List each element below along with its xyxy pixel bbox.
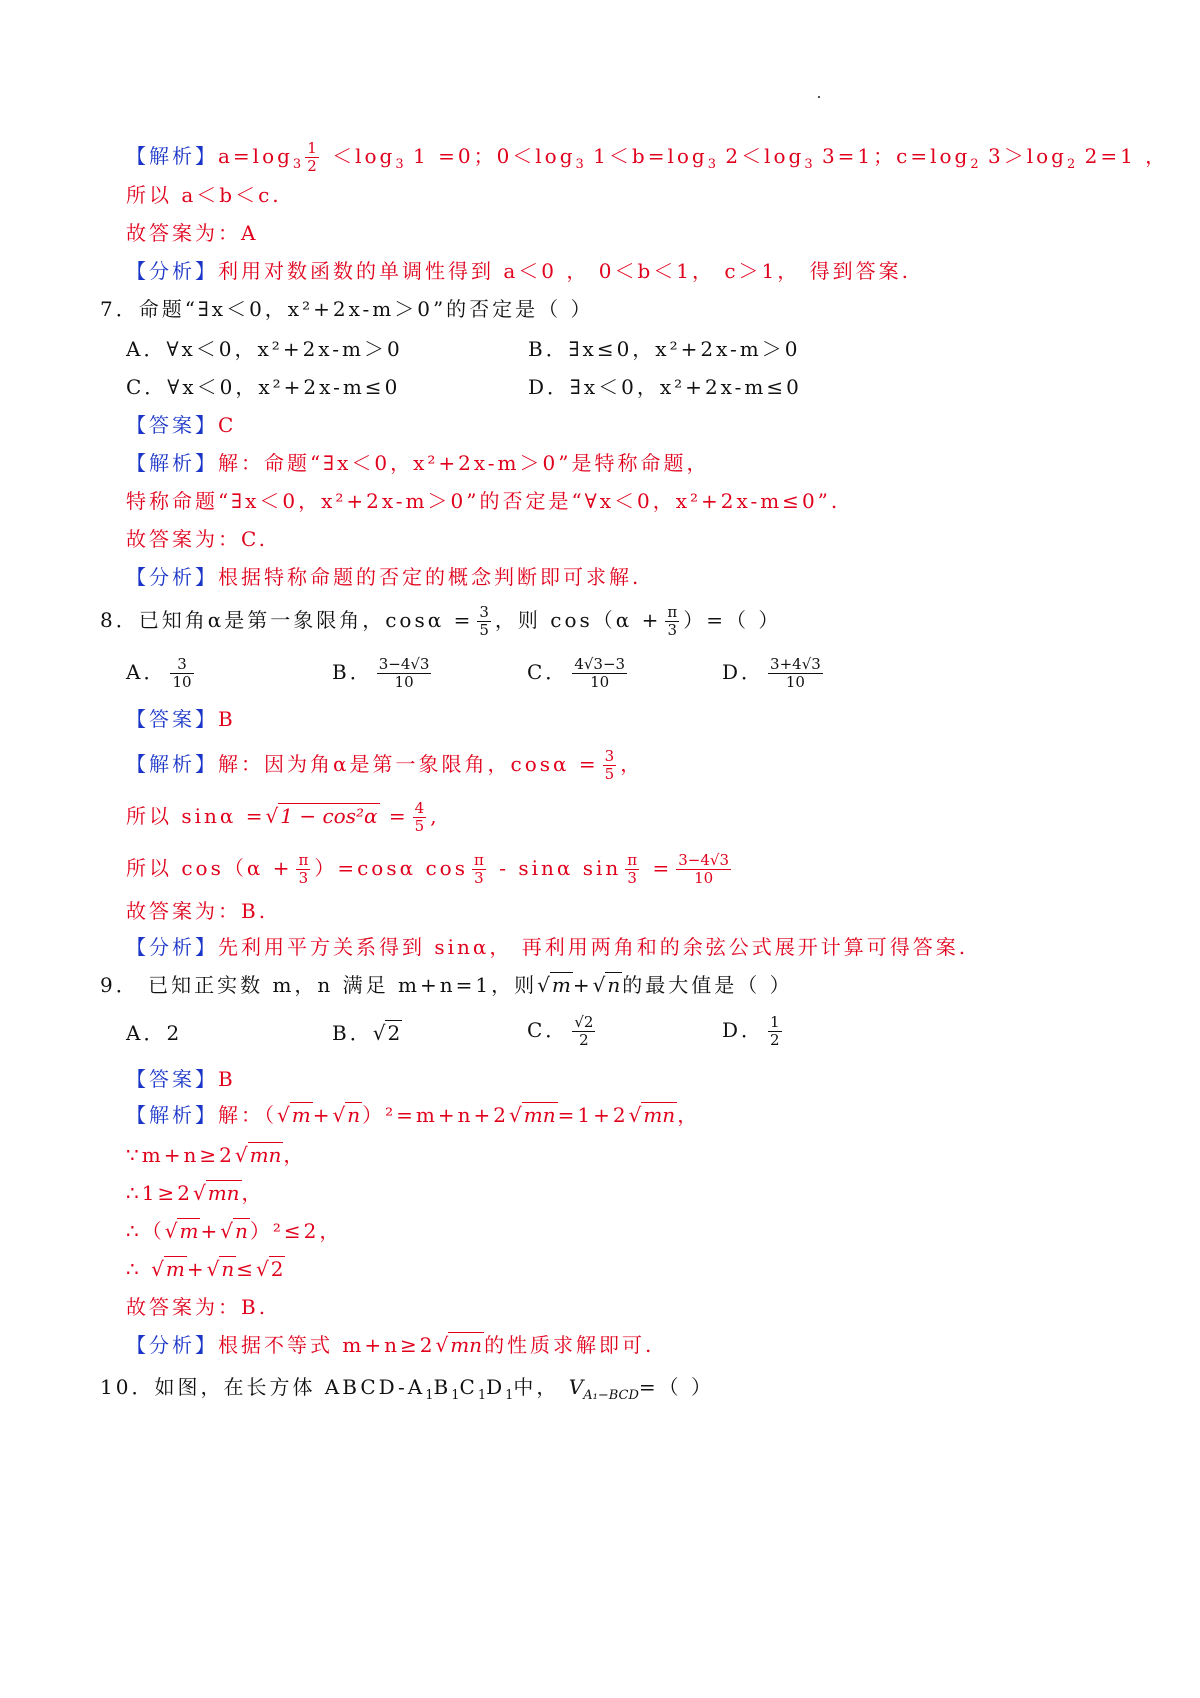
q7-option-c: C．∀x＜0，x²+2x-m≤0 [126,375,401,399]
q9-stem: 9． 已知正实数 m，n 满足 m+n=1，则√ m +√ n 的最大值是（ ） [100,973,793,997]
q7-fenxi: 【分析】根据特称命题的否定的概念判断即可求解. [126,565,642,589]
q9-jiexi-line2: ∵m+n≥2√ mn ， [126,1143,307,1167]
q7-option-d: D．∃x＜0，x²+2x-m≤0 [528,375,802,399]
q9-jiexi-line1: 【解析】解：（√ m +√ n ）²=m+n+2√ mn =1+2√ mn ， [126,1103,701,1127]
q9-fenxi: 【分析】根据不等式 m+n≥2√ mn 的性质求解即可. [126,1333,655,1357]
q9-option-a: A．2 [126,1021,183,1045]
q6-answer-line: 故答案为：A [126,221,259,245]
stray-dot [818,96,820,98]
q8-jiexi-line1: 【解析】解：因为角α是第一象限角，cosα = $\frac{3}{5}$ ， [126,747,644,783]
q9-jiexi-line5: ∴ √ m +√ n ≤√ 2 [126,1257,284,1281]
q8-option-a: A． $\frac{3}{10}$ [126,655,192,691]
q9-jiexi-line4: ∴（√ m +√ n ）²≤2， [126,1219,343,1243]
q9-option-d: D． $\frac{1}{2}$ [722,1013,780,1049]
q6-jiexi-line1: 【解析】$a=\log_3$ $\frac{1}{2}$ $<\log_3$ 1 =0；$0<\log_3$ $1<b=\log_3$ $2<\log_3$ 3=1；$c=\log_2$ $3>\log_2$ 2=1 ， [126,139,1169,175]
q7-option-b: B．∃x≤0，x²+2x-m＞0 [528,337,801,361]
q8-option-b: B． $\frac{3-4√3}{10}$ [332,655,430,691]
q8-fenxi: 【分析】先利用平方关系得到 sinα， 再利用两角和的余弦公式展开计算可得答案. [126,935,969,959]
q9-jiexi-line3: ∴1≥2√ mn ， [126,1181,265,1205]
q7-jiexi-line2: 特称命题“∃x＜0，x²+2x-m＞0”的否定是“∀x＜0，x²+2x-m≤0”. [126,489,841,513]
q8-jiexi-line2: 所以 sinα =√ 1 − cos²α = $\frac{4}{5}$ , [126,799,440,835]
q10-stem: 10．如图，在长方体 ABCD-$A_1B_1C_1D_1$中， $V_{A_1-BCD}=$（ ） [100,1375,715,1403]
q7-stem: 7．命题“∃x＜0，x²+2x-m＞0”的否定是（ ） [100,297,594,321]
q8-answer: 【答案】B [126,707,236,731]
q9-answer: 【答案】B [126,1067,236,1091]
q7-jiexi-line1: 【解析】解：命题“∃x＜0，x²+2x-m＞0”是特称命题， [126,451,710,475]
q6-jiexi-line2: 所以 a＜b＜c. [126,183,282,207]
q8-option-d: D． $\frac{3+4√3}{10}$ [722,655,821,691]
q8-stem: 8．已知角α是第一象限角，cosα = $\frac{3}{5}$ ，则 cos（α + $\frac{\pi}{3}$ ）=（ ） [100,603,782,639]
q8-jiexi-line3: 所以 cos（α + $\frac{\pi}{3}$ ）=cosα cos $\frac{\pi}{3}$ - sinα sin $\frac{\pi}{3}$ = $\frac{3-4√3}{10}$ [126,851,730,887]
q8-option-c: C． $\frac{4√3-3}{10}$ [527,655,626,691]
q6-fenxi: 【分析】利用对数函数的单调性得到 a＜0 ， 0＜b＜1， c＞1， 得到答案. [126,259,911,283]
q9-option-c: C． $\frac{√2}{2}$ [527,1013,594,1049]
q8-answer-line: 故答案为：B. [126,899,269,923]
q9-answer-line: 故答案为：B. [126,1295,269,1319]
q7-answer: 【答案】C [126,413,237,437]
q9-option-b: B．√ 2 [332,1021,401,1045]
q7-option-a: A．∀x＜0，x²+2x-m＞0 [126,337,403,361]
q7-answer-line: 故答案为：C. [126,527,268,551]
